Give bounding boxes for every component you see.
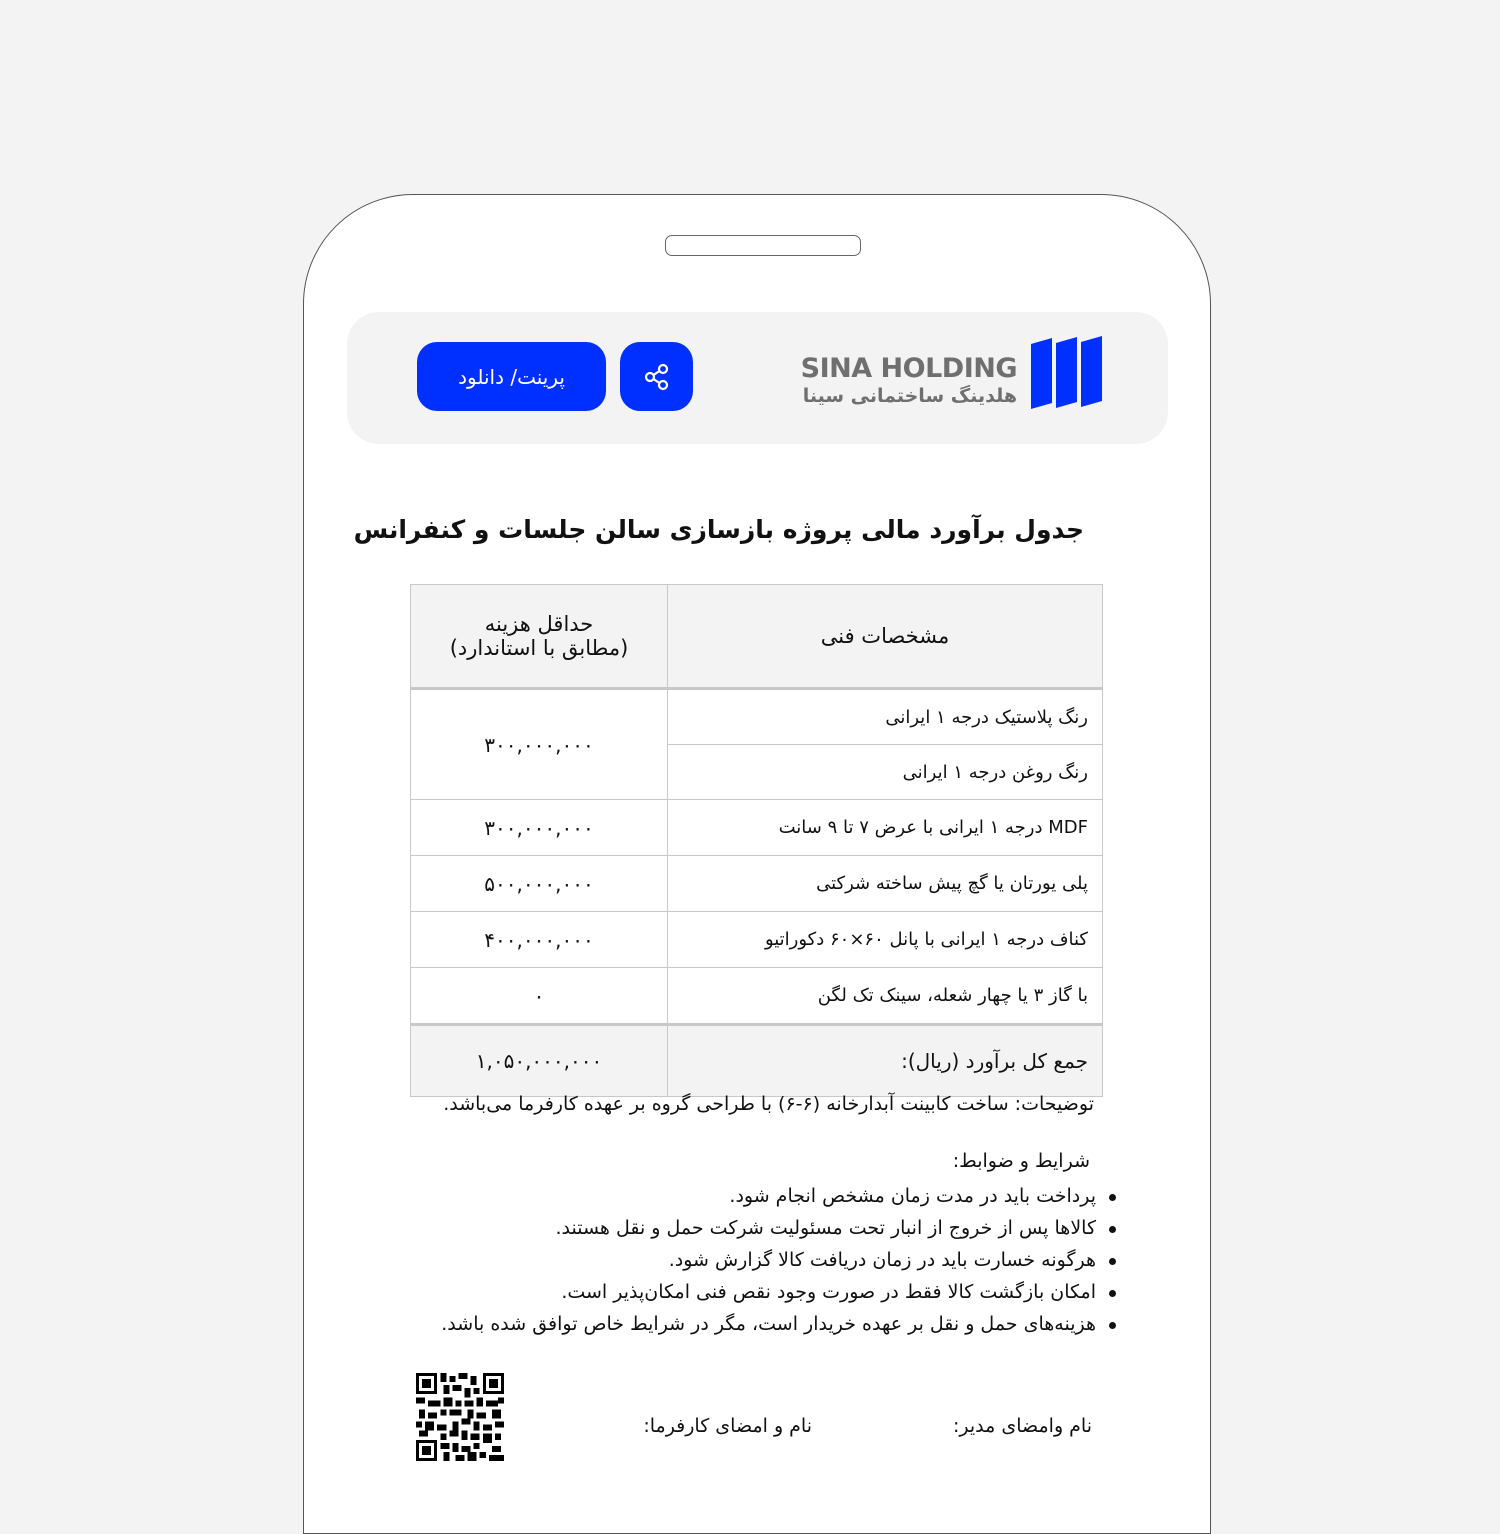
- total-row: [411, 1025, 1103, 1097]
- header-spec: مشخصات فنی: [668, 585, 1103, 689]
- table-row: [411, 912, 1103, 968]
- spec-cell: پلی یورتان یا گچ پیش ساخته شرکتی: [668, 856, 1103, 912]
- print-download-button[interactable]: پرینت/ دانلود: [417, 342, 606, 411]
- manager-signature-label: نام وامضای مدیر:: [952, 1415, 1092, 1437]
- terms-list: [364, 1180, 1118, 1340]
- list-item: هزینه‌های حمل و نقل بر عهده خریدار است، مگر در شرایط خاص توافق شده باشد.: [364, 1308, 1096, 1340]
- table-header-row: [411, 585, 1103, 689]
- logo-name-fa: هلدینگ ساختمانی سینا: [802, 385, 1017, 407]
- total-label: جمع کل برآورد (ریال):: [668, 1025, 1103, 1097]
- logo-name-en: SINA HOLDING: [800, 353, 1017, 384]
- share-icon: [642, 362, 672, 392]
- header-cost: [411, 585, 668, 689]
- spec-cell: رنگ پلاستیک درجه ۱ ایرانی: [668, 689, 1103, 745]
- header-bar: [347, 312, 1168, 444]
- logo-bars-icon: [1031, 336, 1103, 410]
- share-button[interactable]: [620, 342, 693, 411]
- header-cost-line1: حداقل هزینه: [484, 612, 594, 636]
- cost-cell: ۳۰۰,۰۰۰,۰۰۰: [411, 689, 668, 800]
- phone-notch: [665, 235, 861, 256]
- table-row: [411, 968, 1103, 1025]
- list-item: هرگونه خسارت باید در زمان دریافت کالا گزارش شود.: [364, 1244, 1096, 1276]
- qr-code-icon[interactable]: [416, 1373, 504, 1461]
- spec-cell: رنگ روغن درجه ۱ ایرانی: [668, 745, 1103, 800]
- estimate-table: [410, 584, 1103, 1097]
- header-cost-line2: (مطابق با استاندارد): [449, 636, 629, 660]
- cost-cell: ۴۰۰,۰۰۰,۰۰۰: [411, 912, 668, 968]
- document-title: جدول برآورد مالی پروژه بازسازی سالن جلسات و کنفرانس: [353, 515, 1084, 544]
- spec-cell: کناف درجه ۱ ایرانی با پانل ۶۰×۶۰ دکوراتیو: [668, 912, 1103, 968]
- spec-cell: MDF درجه ۱ ایرانی با عرض ۷ تا ۹ سانت: [668, 800, 1103, 856]
- spec-cell: با گاز ۳ یا چهار شعله، سینک تک لگن: [668, 968, 1103, 1025]
- notes-text: توضیحات: ساخت کابینت آبدارخانه (۶-۶) با طراحی گروه بر عهده کارفرما می‌باشد.: [443, 1093, 1094, 1115]
- table-row: [411, 800, 1103, 856]
- cost-cell: ۰: [411, 968, 668, 1025]
- phone-frame: [303, 194, 1211, 1534]
- table-row: [411, 856, 1103, 912]
- list-item: پرداخت باید در مدت زمان مشخص انجام شود.: [364, 1180, 1096, 1212]
- list-item: کالاها پس از خروج از انبار تحت مسئولیت شرکت حمل و نقل هستند.: [364, 1212, 1096, 1244]
- terms-title: شرایط و ضوابط:: [952, 1150, 1090, 1172]
- company-logo: [800, 336, 1103, 416]
- table-row: [411, 689, 1103, 745]
- list-item: امکان بازگشت کالا فقط در صورت وجود نقص فنی امکان‌پذیر است.: [364, 1276, 1096, 1308]
- cost-cell: ۳۰۰,۰۰۰,۰۰۰: [411, 800, 668, 856]
- client-signature-label: نام و امضای کارفرما:: [643, 1415, 812, 1437]
- total-value: ۱,۰۵۰,۰۰۰,۰۰۰: [411, 1025, 668, 1097]
- cost-cell: ۵۰۰,۰۰۰,۰۰۰: [411, 856, 668, 912]
